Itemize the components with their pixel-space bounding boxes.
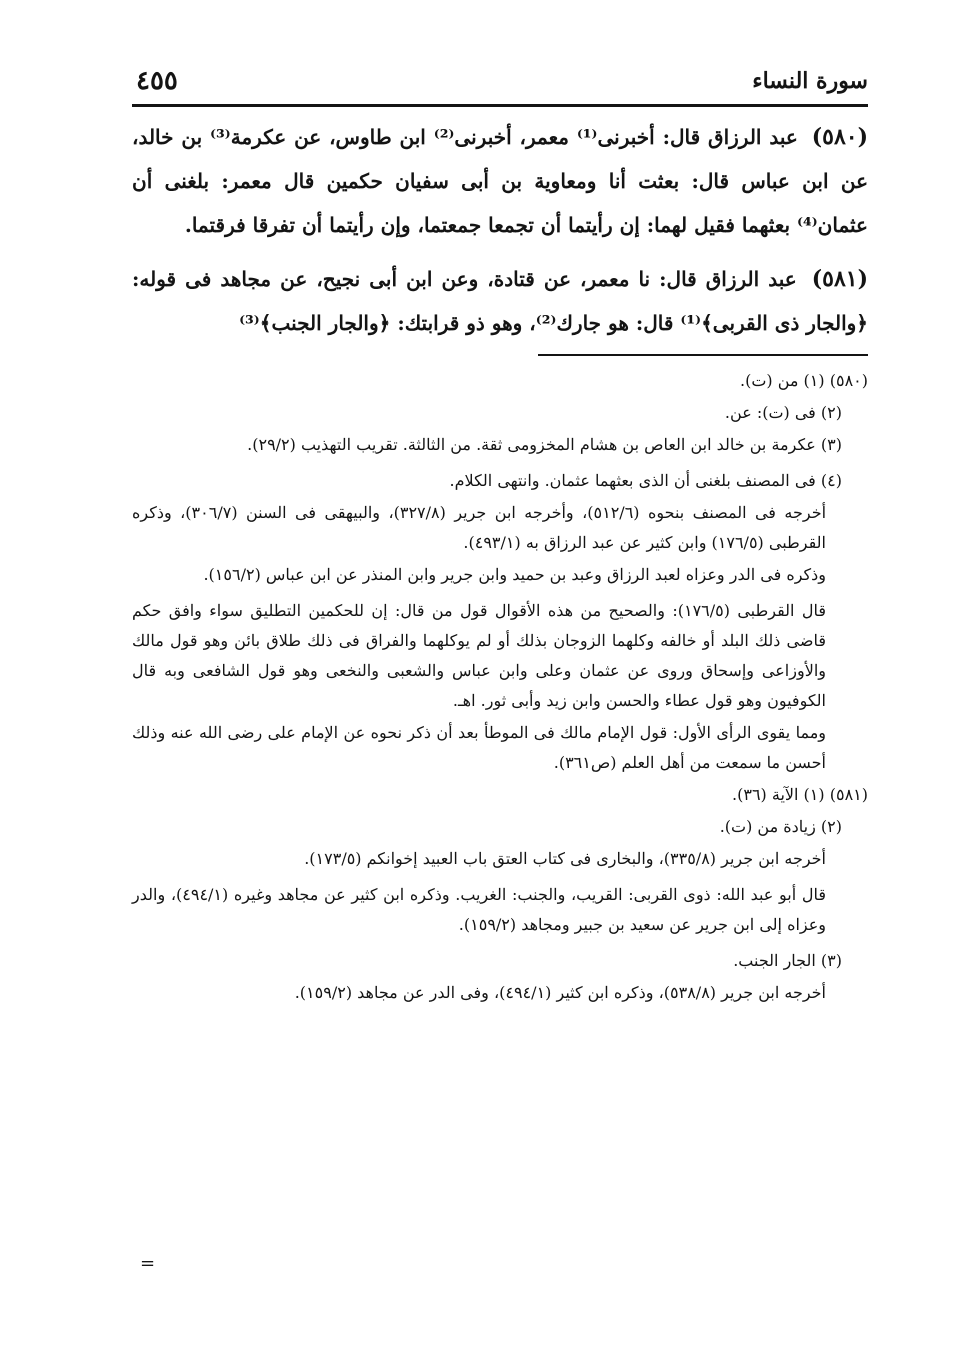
footnote: (٣) عكرمة بن خالد ابن العاص بن هشام المخزومى ثقة. من الثالثة. تقريب التهذيب (٢٩/٢). bbox=[247, 435, 842, 454]
page-header bbox=[132, 60, 868, 110]
header-rule bbox=[132, 104, 868, 107]
footnote: (٣) الجار الجنب. bbox=[733, 951, 842, 970]
continuation-mark: = bbox=[140, 1253, 156, 1274]
footnote: (٥٨١) (١) الآية (٣٦). bbox=[732, 785, 868, 804]
footnote: (٢) زيادة من (ت). bbox=[719, 817, 842, 836]
footnote: أخرجه ابن جرير (٥٣٨/٨)، وذكره ابن كثير (٤٩٤/١)، وفى الدر عن مجاهد (١٥٩/٢). bbox=[294, 983, 826, 1002]
hadith-text: عبد الرزاق قال: أخبرنى⁽¹⁾ معمر، أخبرنى⁽²⁾ ابن طاوس، عن عكرمة⁽³⁾ بن خالد، عن ابن عباس قال: بعثت أنا ومعاوية بن أبى سفيان حكمين قال معمر: بلغنى أن عثمان⁽⁴⁾ بعثهما فقيل لهما: إن رأيتما أن تجمعا جمعتما، وإن رأيتما أن تفرقا فرقتما. bbox=[132, 125, 868, 237]
hadith-number: (٥٨١) bbox=[811, 266, 868, 292]
footnote: قال القرطبى (١٧٦/٥): والصحيح من هذه الأقوال قول من قال: إن للحكمين التطليق سواء وافق حكم قاضى ذلك البلد أو خالفه وكلهما الزوجان بذلك أو لم يوكلهما والفراق فى ذلك طلاق بائن وهو قول مالك والأوزاعى وإسحاق وروى عن عثمان وعلى وابن عباس والشعبى والنخعى وهو قول الشافعى وبه قال الكوفيون وهو قول عطاء والحسن وابن زيد وأبى ثور. اهـ. bbox=[132, 601, 827, 710]
hadith-580 bbox=[132, 115, 868, 247]
footnote: أخرجه فى المصنف بنحوه (٥١٢/٦)، وأخرجه ابن جرير (٣٢٧/٨)، والبيهقى فى السنن (٣٠٦/٧)، وذكره القرطبى (١٧٦/٥) وابن كثير عن عبد الرزاق به (٤٩٣/١). bbox=[132, 503, 827, 552]
hadith-text: عبد الرزاق قال: نا معمر، عن قتادة، وعن ابن أبى نجيح، عن مجاهد فى قوله: ﴿والجار ذى القربى﴾⁽¹⁾ قال: هو جارك⁽²⁾، وهو ذو قرابتك: ﴿والجار الجنب﴾⁽³⁾ bbox=[132, 267, 868, 335]
hadith-number: (٥٨٠) bbox=[811, 124, 869, 150]
footnote: (٤) فى المصنف بلغنى أن الذى بعثهما عثمان. وانتهى الكلام. bbox=[449, 471, 842, 490]
footnote: ومما يقوى الرأى الأول: قول الإمام مالك فى الموطأ بعد أن ذكر نحوه عن الإمام على رضى الله عنه وذلك أحسن ما سمعت من أهل العلم (ص٣٦١). bbox=[132, 723, 826, 772]
main-text bbox=[132, 115, 868, 355]
footnote-separator bbox=[538, 354, 868, 356]
surah-title: سورة النساء bbox=[752, 68, 868, 94]
footnote: قال أبو عبد الله: ذوى القربى: القريب، والجنب: الغريب. وذكره ابن كثير عن مجاهد وغيره (٤٩٤/١)، والدر وعزاه إلى ابن جرير عن سعيد بن جبير ومجاهد (١٥٩/٢). bbox=[132, 885, 826, 934]
footnote: وذكره فى الدر وعزاه لعبد الرزاق وعبد بن حميد وابن جرير وابن المنذر عن ابن عباس (١٥٦/٢). bbox=[203, 565, 826, 584]
footnote: (٥٨٠) (١) من (ت). bbox=[740, 371, 868, 390]
page-number: ٤٥٥ bbox=[136, 66, 178, 96]
footnotes bbox=[132, 366, 868, 1010]
footnote: (٢) فى (ت): عن. bbox=[724, 403, 842, 422]
hadith-581 bbox=[132, 257, 868, 345]
footnote: أخرجه ابن جرير (٣٣٥/٨)، والبخارى فى كتاب العتق باب العبيد إخوانكم (١٧٣/٥). bbox=[304, 849, 826, 868]
